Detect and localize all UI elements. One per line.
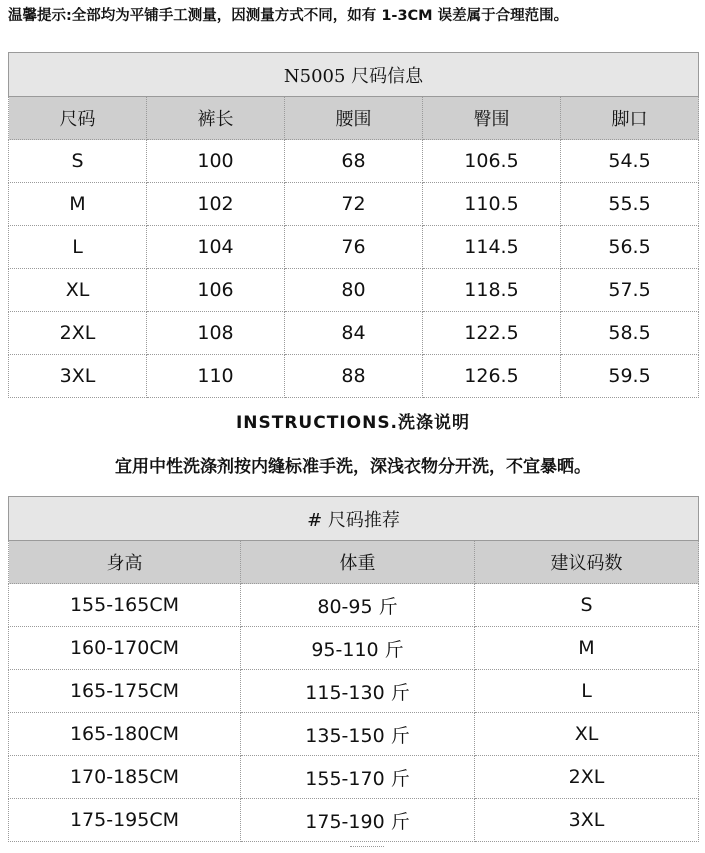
cell-weight: 155-170 斤	[241, 756, 475, 799]
table-row	[9, 183, 699, 226]
table-row	[9, 355, 699, 398]
cell-hip: 114.5	[423, 226, 561, 269]
header-hip: 臀围	[423, 97, 561, 140]
table-row	[9, 627, 699, 670]
cell-pants-length: 106	[147, 269, 285, 312]
cell-pants-length: 100	[147, 140, 285, 183]
cell-pants-length: 104	[147, 226, 285, 269]
table-row	[9, 670, 699, 713]
cell-weight: 135-150 斤	[241, 713, 475, 756]
cell-hem: 58.5	[561, 312, 699, 355]
cell-hip: 126.5	[423, 355, 561, 398]
cell-size: S	[9, 140, 147, 183]
cell-suggested-size: M	[475, 627, 699, 670]
table-row	[9, 756, 699, 799]
header-hem: 脚口	[561, 97, 699, 140]
cell-height: 160-170CM	[9, 627, 241, 670]
table-row	[9, 713, 699, 756]
size-recommendation-table	[8, 496, 699, 842]
cell-size: 2XL	[9, 312, 147, 355]
size-table-title: N5005 尺码信息	[9, 53, 699, 97]
header-suggested-size: 建议码数	[475, 541, 699, 584]
recommend-table-title: # 尺码推荐	[9, 497, 699, 541]
cell-hem: 55.5	[561, 183, 699, 226]
header-pants-length: 裤长	[147, 97, 285, 140]
table-row	[9, 140, 699, 183]
cell-hem: 56.5	[561, 226, 699, 269]
cell-hip: 122.5	[423, 312, 561, 355]
cell-hem: 59.5	[561, 355, 699, 398]
cell-size: 3XL	[9, 355, 147, 398]
header-weight: 体重	[241, 541, 475, 584]
instructions-text: 宜用中性洗涤剂按内缝标准手洗，深浅衣物分开洗，不宜暴晒。	[115, 457, 591, 477]
cell-waist: 80	[285, 269, 423, 312]
cell-weight: 115-130 斤	[241, 670, 475, 713]
cell-waist: 76	[285, 226, 423, 269]
cell-height: 175-195CM	[9, 799, 241, 842]
cell-waist: 84	[285, 312, 423, 355]
header-waist: 腰围	[285, 97, 423, 140]
cell-waist: 88	[285, 355, 423, 398]
cell-suggested-size: L	[475, 670, 699, 713]
size-info-table	[8, 52, 699, 398]
cell-suggested-size: 2XL	[475, 756, 699, 799]
cell-pants-length: 102	[147, 183, 285, 226]
cell-suggested-size: XL	[475, 713, 699, 756]
measurement-notice: 温馨提示:全部均为平铺手工测量，因测量方式不同，如有 1-3CM 误差属于合理范围。	[8, 8, 569, 24]
table-row	[9, 584, 699, 627]
cell-hip: 110.5	[423, 183, 561, 226]
cell-suggested-size: 3XL	[475, 799, 699, 842]
size-table-header-row	[9, 97, 699, 140]
table-row	[9, 312, 699, 355]
cell-height: 165-175CM	[9, 670, 241, 713]
cell-hem: 54.5	[561, 140, 699, 183]
cell-size: XL	[9, 269, 147, 312]
cell-size: M	[9, 183, 147, 226]
cell-hem: 57.5	[561, 269, 699, 312]
header-height: 身高	[9, 541, 241, 584]
cell-hip: 106.5	[423, 140, 561, 183]
table-row	[9, 269, 699, 312]
cell-hip: 118.5	[423, 269, 561, 312]
table-row	[9, 226, 699, 269]
cell-weight: 80-95 斤	[241, 584, 475, 627]
recommend-table-header-row	[9, 541, 699, 584]
table-row	[9, 799, 699, 842]
cell-height: 165-180CM	[9, 713, 241, 756]
header-size: 尺码	[9, 97, 147, 140]
cell-pants-length: 108	[147, 312, 285, 355]
cell-waist: 68	[285, 140, 423, 183]
cell-height: 170-185CM	[9, 756, 241, 799]
instructions-title: INSTRUCTIONS.洗涤说明	[235, 413, 471, 433]
cell-height: 155-165CM	[9, 584, 241, 627]
cell-size: L	[9, 226, 147, 269]
cell-pants-length: 110	[147, 355, 285, 398]
cell-suggested-size: S	[475, 584, 699, 627]
cell-waist: 72	[285, 183, 423, 226]
cell-weight: 175-190 斤	[241, 799, 475, 842]
cell-weight: 95-110 斤	[241, 627, 475, 670]
